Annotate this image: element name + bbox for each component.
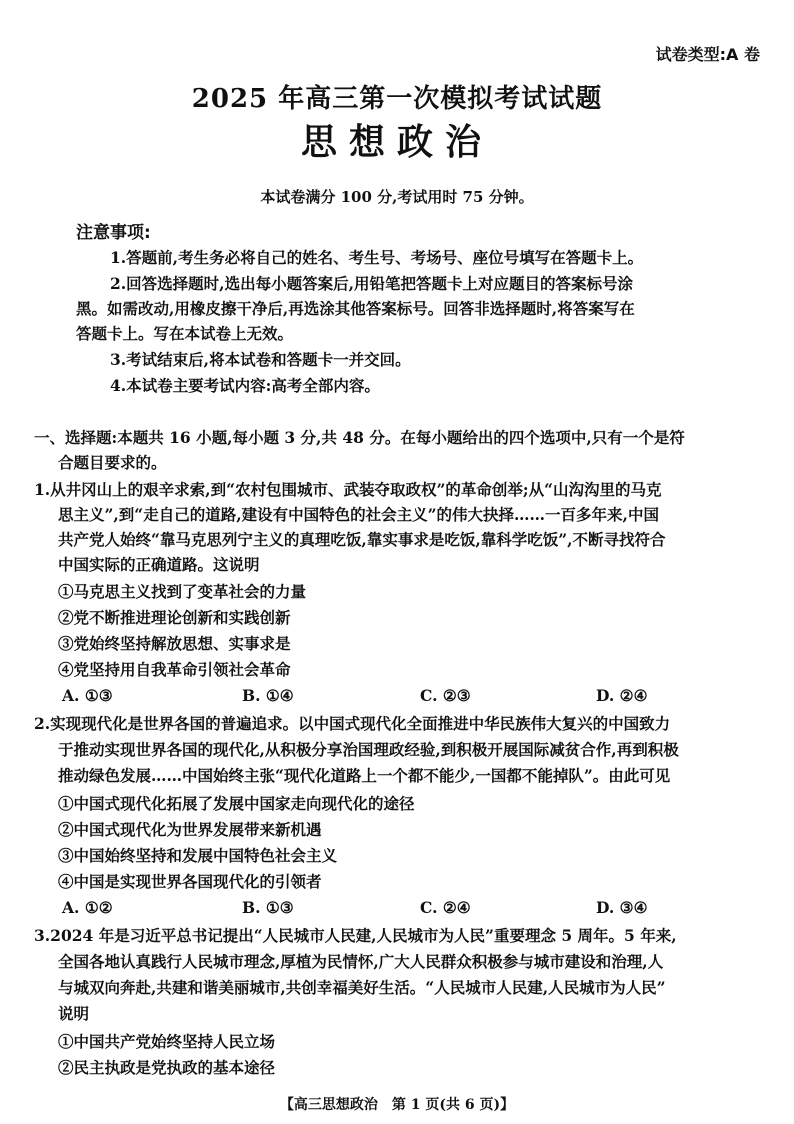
statement-item: ①中国式现代化拓展了发展中国家走向现代化的途径 — [58, 794, 415, 813]
statement-item: ②民主执政是党执政的基本途径 — [58, 1058, 276, 1077]
statement-item: ④中国是实现世界各国现代化的引领者 — [58, 872, 322, 891]
exam-title: 2025 年高三第一次模拟考试试题 — [191, 84, 603, 114]
option-a: A. ①③ — [62, 686, 113, 705]
question-stem: 思主义”,到“走自己的道路,建设有中国特色的社会主义”的伟大抉择……一百多年来,中国 — [58, 505, 659, 524]
question-stem: 与城双向奔赴,共建和谐美丽城市,共创幸福美好生活。“人民城市人民建,人民城市为人民” — [58, 978, 666, 997]
statement-item: ④党坚持用自我革命引领社会革命 — [58, 660, 291, 679]
option-a: A. ①② — [62, 898, 113, 917]
option-b: B. ①④ — [242, 686, 294, 705]
paper-type-label: 试卷类型:A 卷 — [655, 45, 760, 64]
question-stem: 中国实际的正确道路。这说明 — [58, 555, 260, 574]
option-c: C. ②③ — [420, 686, 471, 705]
statement-item: ③中国始终坚持和发展中国特色社会主义 — [58, 846, 338, 865]
option-d: D. ②④ — [596, 686, 648, 705]
question-stem: 共产党人始终“靠马克思列宁主义的真理吃饭,靠实事求是吃饭,靠科学吃饭”,不断寻找符合 — [58, 530, 666, 549]
option-b: B. ①③ — [242, 898, 294, 917]
statement-item: ③党始终坚持解放思想、实事求是 — [58, 634, 291, 653]
statement-item: ①马克思主义找到了变革社会的力量 — [58, 582, 307, 601]
subject-title: 思想政治 — [300, 121, 493, 163]
notice-line: 3.考试结束后,将本试卷和答题卡一并交回。 — [110, 350, 411, 369]
notice-line: 1.答题前,考生务必将自己的姓名、考生号、考场号、座位号填写在答题卡上。 — [110, 248, 644, 267]
question-stem: 2.实现现代化是世界各国的普遍追求。以中国式现代化全面推进中华民族伟大复兴的中国致力 — [34, 714, 671, 733]
notice-heading: 注意事项: — [76, 223, 151, 243]
question-stem: 于推动实现世界各国的现代化,从积极分享治国理政经验,到积极开展国际减贫合作,再到积极 — [58, 740, 679, 759]
statement-item: ②中国式现代化为世界发展带来新机遇 — [58, 820, 322, 839]
exam-info: 本试卷满分 100 分,考试用时 75 分钟。 — [260, 188, 534, 206]
question-stem: 全国各地认真践行人民城市理念,厚植为民情怀,广大人民群众积极参与城市建设和治理,人 — [58, 952, 664, 971]
option-d: D. ③④ — [596, 898, 648, 917]
question-stem: 3.2024 年是习近平总书记提出“人民城市人民建,人民城市为人民”重要理念 5 周年。5 年来, — [34, 926, 677, 945]
page-footer: 【高三思想政治 第 1 页(共 6 页)】 — [279, 1097, 515, 1113]
notice-line: 4.本试卷主要考试内容:高考全部内容。 — [110, 376, 380, 395]
section-heading: 一、选择题:本题共 16 小题,每小题 3 分,共 48 分。在每小题给出的四个选项中,只有一个是符 — [34, 428, 685, 447]
section-heading: 合题目要求的。 — [58, 453, 167, 472]
notice-line: 答题卡上。写在本试卷上无效。 — [76, 324, 294, 343]
question-stem: 说明 — [58, 1004, 90, 1023]
question-stem: 推动绿色发展……中国始终主张“现代化道路上一个都不能少,一国都不能掉队”。由此可见 — [58, 766, 671, 785]
statement-item: ①中国共产党始终坚持人民立场 — [58, 1032, 276, 1051]
notice-line: 2.回答选择题时,选出每小题答案后,用铅笔把答题卡上对应题目的答案标号涂 — [110, 274, 633, 293]
question-stem: 1.从井冈山上的艰辛求索,到“农村包围城市、武装夺取政权”的革命创举;从“山沟沟里的马克 — [34, 480, 662, 499]
notice-line: 黑。如需改动,用橡皮擦干净后,再选涂其他答案标号。回答非选择题时,将答案写在 — [76, 299, 635, 318]
statement-item: ②党不断推进理论创新和实践创新 — [58, 608, 291, 627]
option-c: C. ②④ — [420, 898, 471, 917]
